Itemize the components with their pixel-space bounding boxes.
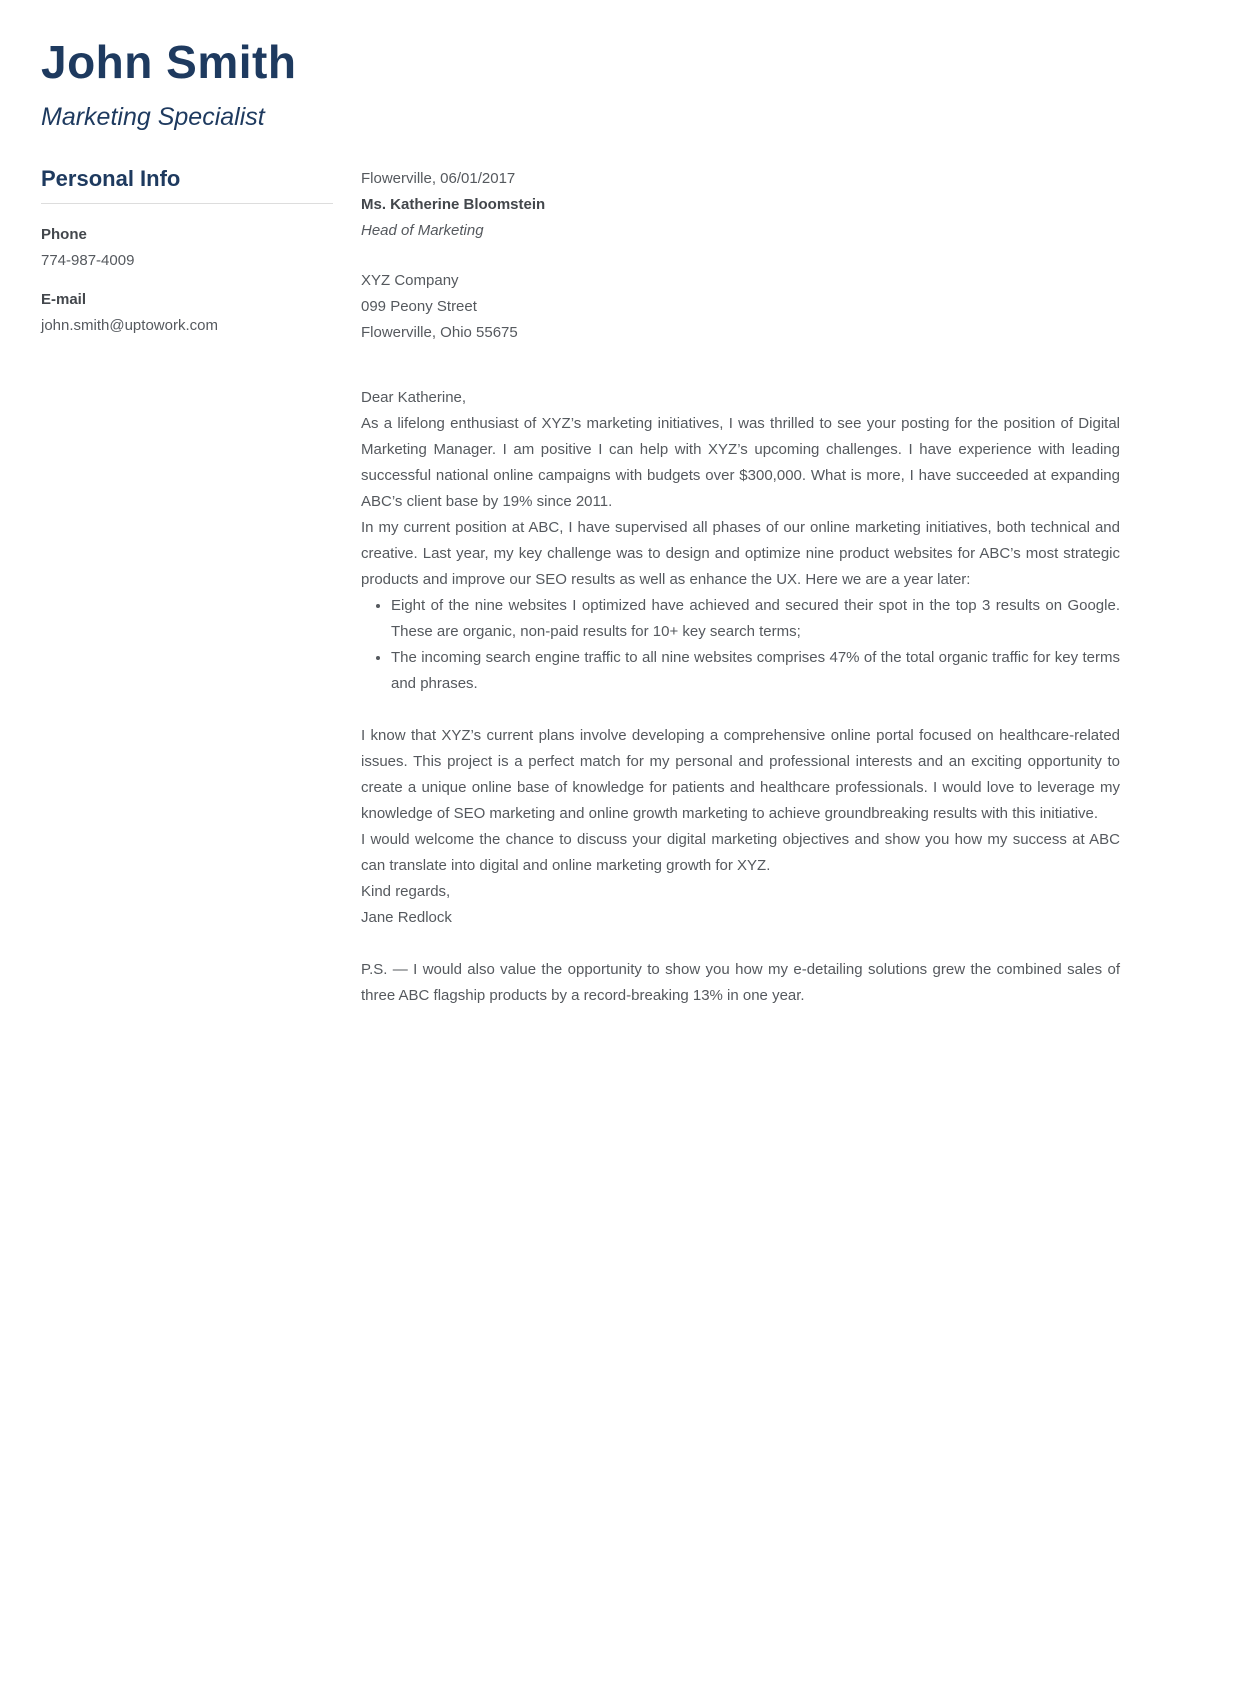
company-name: XYZ Company [361,272,459,289]
company-address-block [361,268,1120,346]
phone-label: Phone [41,226,87,243]
paragraph-call-to-action: I would welcome the chance to discuss your digital marketing objectives and show you how my success at ABC can translate into digital and online marketing growth for XYZ. [361,831,1120,874]
closing-phrase: Kind regards, [361,883,451,900]
applicant-name: John Smith [41,36,297,88]
achievement-item-organic-traffic: • The incoming search engine traffic to all nine websites comprises 47% of the total organic traffic for key terms and phrases. [391,645,1120,697]
recipient-title: Head of Marketing [361,222,484,239]
content-columns [41,166,1120,1009]
letter-body [361,166,1120,1009]
postscript: P.S. — I would also value the opportunity to show you how my e-detailing solutions grew the combined sales of three ABC flagship products by a record-breaking 13% in one year. [361,961,1120,1004]
personal-info-sidebar [41,166,333,1009]
signature-name: Jane Redlock [361,909,452,926]
email-value: john.smith@uptowork.com [41,317,218,334]
achievements-list [361,593,1120,697]
phone-field [41,226,333,269]
achievement-item-google-results: • Eight of the nine websites I optimized have achieved and secured their spot in the top 3 results on Google. These are organic, non-paid results for 10+ key search terms; [391,593,1120,645]
paragraph-current-position: In my current position at ABC, I have supervised all phases of our online marketing initiatives, both technical and creative. Last year, my key challenge was to design and optimize nine product websites for ABC’s most strategic products and improve our SEO results as well as enhance the UX. Here we are a year later: [361,519,1120,588]
sidebar-section-title: Personal Info [41,166,333,204]
closing-block [361,879,1120,931]
recipient-name: Ms. Katherine Bloomstein [361,196,546,213]
applicant-job-title: Marketing Specialist [41,103,265,131]
company-street: 099 Peony Street [361,298,477,315]
phone-value: 774-987-4009 [41,252,135,269]
salutation: Dear Katherine, [361,389,467,406]
email-label: E-mail [41,291,87,308]
date-line: Flowerville, 06/01/2017 [361,170,516,187]
paragraph-company-plans: I know that XYZ’s current plans involve developing a comprehensive online portal focused on healthcare-related issues. This project is a perfect match for my personal and professional interests and an exciting opportunity to create a unique online base of knowledge for patients and healthcare professionals. I would love to leverage my knowledge of SEO marketing and online growth marketing to achieve groundbreaking results with this initiative. [361,727,1120,822]
company-city: Flowerville, Ohio 55675 [361,324,518,341]
recipient-block [361,192,1120,244]
paragraph-opening: As a lifelong enthusiast of XYZ’s marketing initiatives, I was thrilled to see your posting for the position of Digital Marketing Manager. I am positive I can help with XYZ’s upcoming challenges. I have experience with leading successful national online campaigns with budgets over $300,000. What is more, I have succeeded at expanding ABC’s client base by 19% since 2011. [361,415,1120,510]
letter-header [41,36,1120,132]
email-field [41,291,333,334]
